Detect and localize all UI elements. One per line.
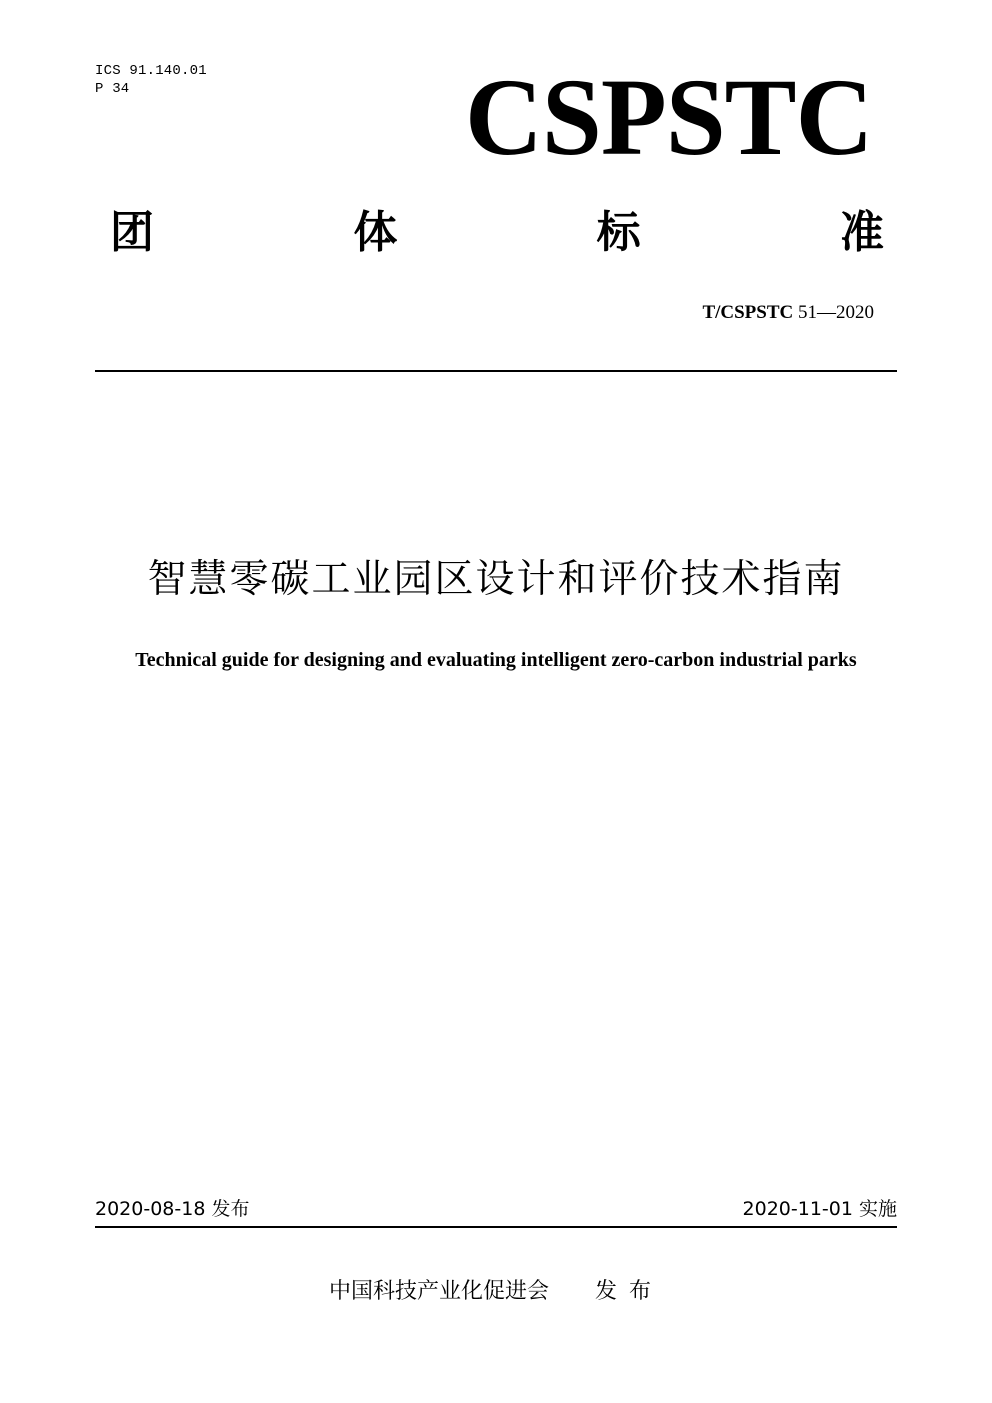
- document-title-chinese: 智慧零碳工业园区设计和评价技术指南: [147, 557, 845, 602]
- standard-type-char: 团: [110, 207, 154, 258]
- header-divider: [95, 370, 897, 372]
- organization-logo: CSPSTC: [465, 56, 873, 178]
- publisher-line: [0, 1278, 992, 1306]
- document-title-english: Technical guide for designing and evaluating intelligent zero-carbon industrial parks: [135, 649, 857, 671]
- standard-number-prefix: T/CSPSTC: [702, 302, 794, 323]
- dates-row: [95, 1197, 897, 1221]
- ics-code: ICS 91.140.01: [95, 63, 207, 79]
- publisher-name: 中国科技产业化促进会: [328, 1279, 549, 1304]
- standard-type-char: 标: [596, 207, 641, 258]
- footer-divider: [95, 1226, 897, 1228]
- ccs-code: P 34: [95, 81, 130, 97]
- implementation-date: 2020-11-01 实施: [742, 1198, 897, 1220]
- publisher-action: 发布: [595, 1279, 664, 1304]
- standard-number: [702, 302, 874, 324]
- standard-type-char: 准: [839, 207, 884, 258]
- standard-number-suffix: 51—2020: [798, 302, 874, 323]
- standard-type-char: 体: [353, 207, 398, 258]
- standard-type-heading: [110, 208, 884, 258]
- release-date: 2020-08-18 发布: [95, 1198, 250, 1220]
- classification-codes: [95, 62, 207, 98]
